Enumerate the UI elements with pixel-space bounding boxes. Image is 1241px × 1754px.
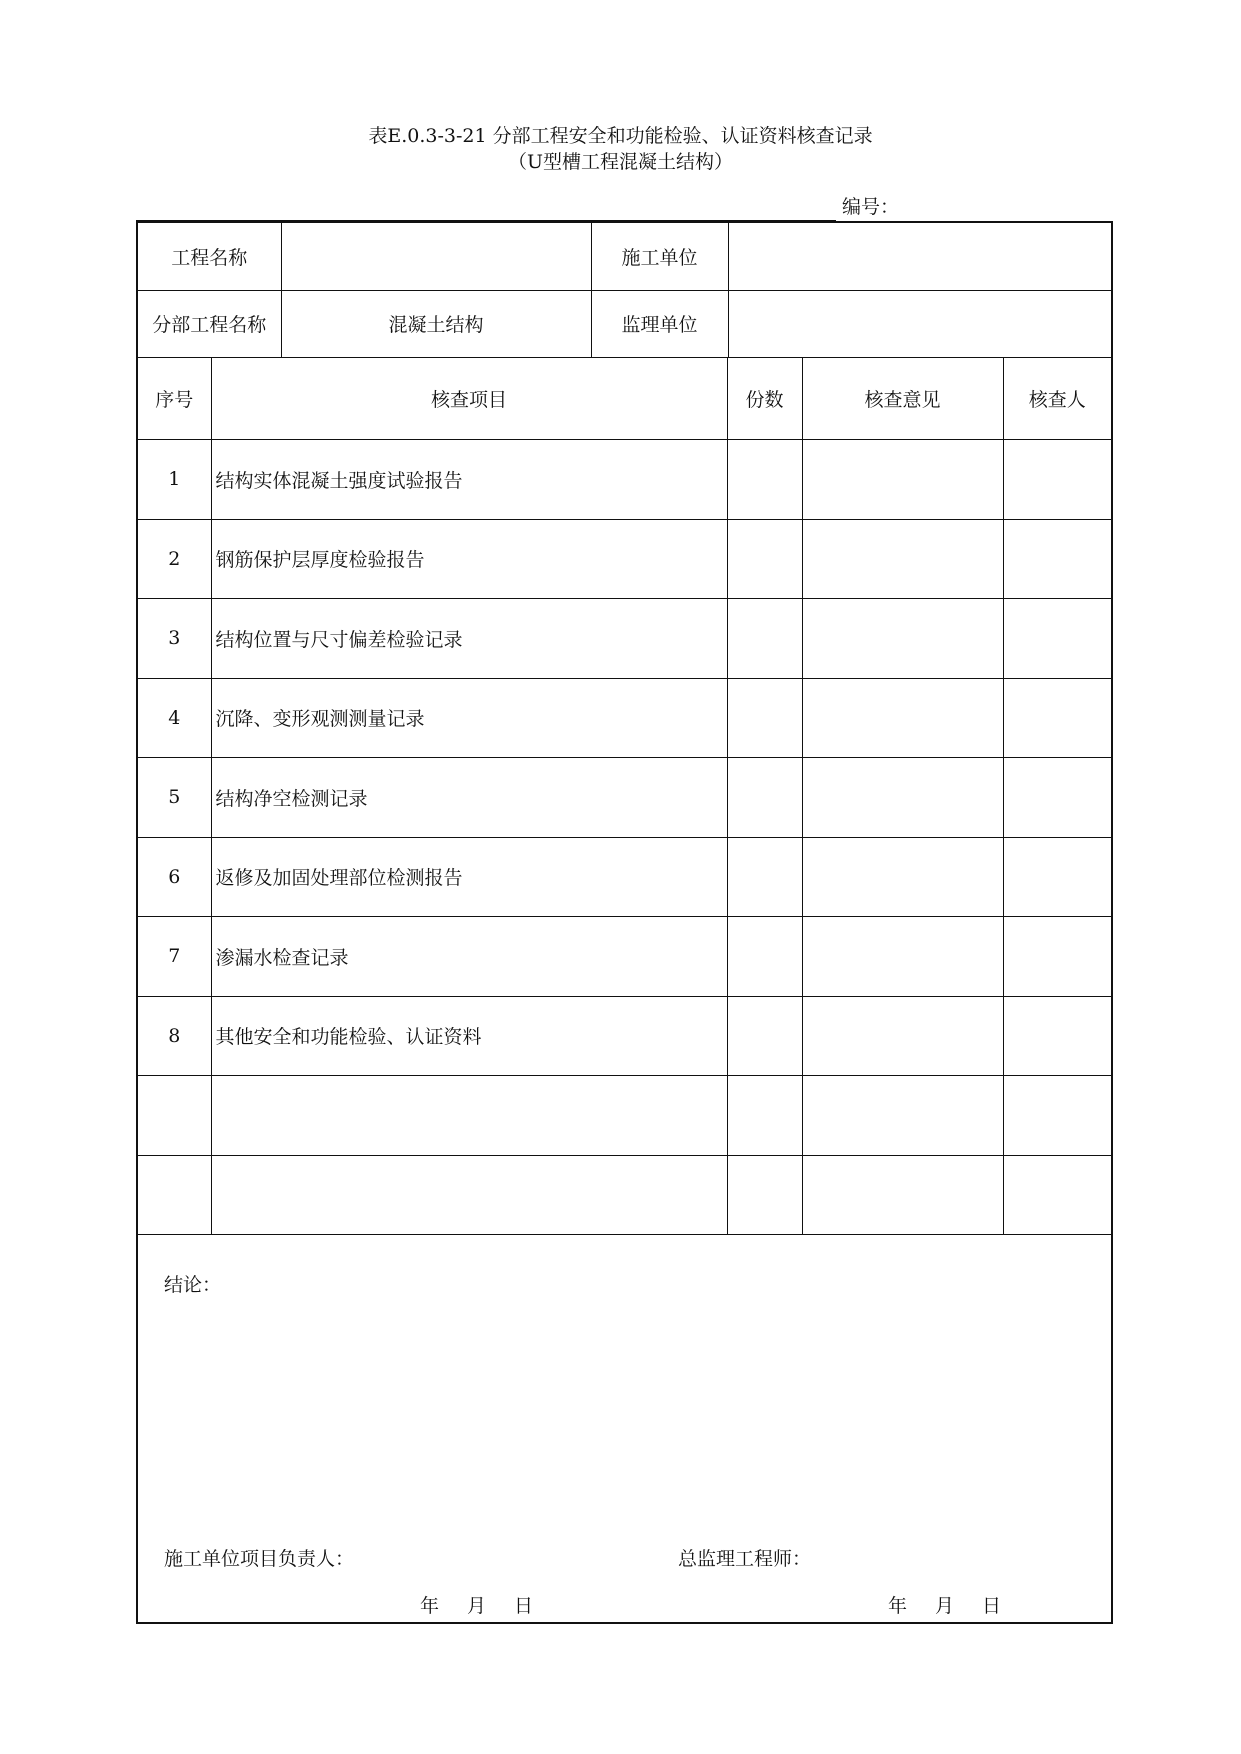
row-copies-field[interactable] (727, 917, 802, 997)
row-item: 渗漏水检查记录 (211, 917, 727, 997)
contractor-field[interactable] (728, 223, 1111, 290)
row-no: 3 (138, 599, 211, 679)
row-opinion-field[interactable] (802, 758, 1003, 838)
col-header-item: 核查项目 (211, 358, 727, 440)
row-copies-field[interactable] (727, 758, 802, 838)
supervisor-field[interactable] (728, 290, 1111, 357)
table-row (138, 917, 1111, 997)
code-label: 编号： (842, 196, 900, 218)
row-item: 结构实体混凝土强度试验报告 (211, 440, 727, 520)
form-frame (136, 221, 1113, 1624)
row-no: 4 (138, 678, 211, 758)
row-no: 6 (138, 837, 211, 917)
form-title: 表E.0.3-3-21 分部工程安全和功能检验、认证资料核查记录 (368, 125, 873, 147)
table-row (138, 519, 1111, 599)
conclusion-label: 结论： (164, 1274, 222, 1296)
date-year: 年 (888, 1595, 908, 1617)
row-no: 1 (138, 440, 211, 520)
row-checker-field[interactable] (1003, 996, 1111, 1076)
supervisor-sign-label: 总监理工程师： (678, 1548, 812, 1570)
table-row (138, 440, 1111, 520)
row-checker-field[interactable] (1003, 678, 1111, 758)
row-copies-field[interactable] (727, 440, 802, 520)
row-no (138, 1155, 211, 1235)
row-item: 沉降、变形观测测量记录 (211, 678, 727, 758)
date-year: 年 (420, 1595, 440, 1617)
contractor-sign-label: 施工单位项目负责人： (164, 1548, 355, 1570)
row-copies-field[interactable] (727, 1076, 802, 1156)
row-opinion-field[interactable] (802, 837, 1003, 917)
table-row (138, 599, 1111, 679)
row-opinion-field[interactable] (802, 678, 1003, 758)
row-item: 其他安全和功能检验、认证资料 (211, 996, 727, 1076)
row-copies-field[interactable] (727, 1155, 802, 1235)
row-copies-field[interactable] (727, 599, 802, 679)
info-row-subproject (138, 290, 1111, 357)
subproject-field[interactable]: 混凝土结构 (281, 290, 591, 357)
contractor-label: 施工单位 (591, 223, 728, 290)
date-month: 月 (467, 1595, 487, 1617)
table-row (138, 678, 1111, 758)
col-header-no: 序号 (138, 358, 211, 440)
info-table (138, 223, 1111, 358)
col-header-copies: 份数 (727, 358, 802, 440)
conclusion-section (138, 1236, 1111, 1622)
col-header-opinion: 核查意见 (802, 358, 1003, 440)
supervisor-label: 监理单位 (591, 290, 728, 357)
table-row (138, 837, 1111, 917)
row-no (138, 1076, 211, 1156)
row-checker-field[interactable] (1003, 440, 1111, 520)
row-item: 返修及加固处理部位检测报告 (211, 837, 727, 917)
row-item-field[interactable] (211, 1076, 727, 1156)
contractor-date (420, 1591, 561, 1618)
row-item: 钢筋保护层厚度检验报告 (211, 519, 727, 599)
row-opinion-field[interactable] (802, 1076, 1003, 1156)
row-checker-field[interactable] (1003, 837, 1111, 917)
row-item-field[interactable] (211, 1155, 727, 1235)
row-opinion-field[interactable] (802, 1155, 1003, 1235)
row-checker-field[interactable] (1003, 1155, 1111, 1235)
row-opinion-field[interactable] (802, 440, 1003, 520)
table-row (138, 996, 1111, 1076)
form-subtitle: （U型槽工程混凝土结构） (507, 151, 733, 173)
row-no: 7 (138, 917, 211, 997)
row-copies-field[interactable] (727, 678, 802, 758)
col-header-checker: 核查人 (1003, 358, 1111, 440)
row-no: 2 (138, 519, 211, 599)
date-day: 日 (514, 1595, 534, 1617)
info-row-project (138, 223, 1111, 290)
row-no: 5 (138, 758, 211, 838)
table-row (138, 758, 1111, 838)
row-opinion-field[interactable] (802, 599, 1003, 679)
row-opinion-field[interactable] (802, 917, 1003, 997)
row-item: 结构位置与尺寸偏差检验记录 (211, 599, 727, 679)
check-table (138, 357, 1111, 1235)
supervisor-date (888, 1591, 1029, 1618)
row-copies-field[interactable] (727, 837, 802, 917)
date-month: 月 (935, 1595, 955, 1617)
row-checker-field[interactable] (1003, 758, 1111, 838)
row-checker-field[interactable] (1003, 519, 1111, 599)
row-opinion-field[interactable] (802, 519, 1003, 599)
row-copies-field[interactable] (727, 519, 802, 599)
subproject-label: 分部工程名称 (138, 290, 281, 357)
check-table-header (138, 358, 1111, 440)
row-item: 结构净空检测记录 (211, 758, 727, 838)
project-name-field[interactable] (281, 223, 591, 290)
row-checker-field[interactable] (1003, 599, 1111, 679)
row-opinion-field[interactable] (802, 996, 1003, 1076)
row-checker-field[interactable] (1003, 917, 1111, 997)
date-day: 日 (982, 1595, 1002, 1617)
row-no: 8 (138, 996, 211, 1076)
table-row (138, 1076, 1111, 1156)
row-checker-field[interactable] (1003, 1076, 1111, 1156)
row-copies-field[interactable] (727, 996, 802, 1076)
project-name-label: 工程名称 (138, 223, 281, 290)
table-row (138, 1155, 1111, 1235)
